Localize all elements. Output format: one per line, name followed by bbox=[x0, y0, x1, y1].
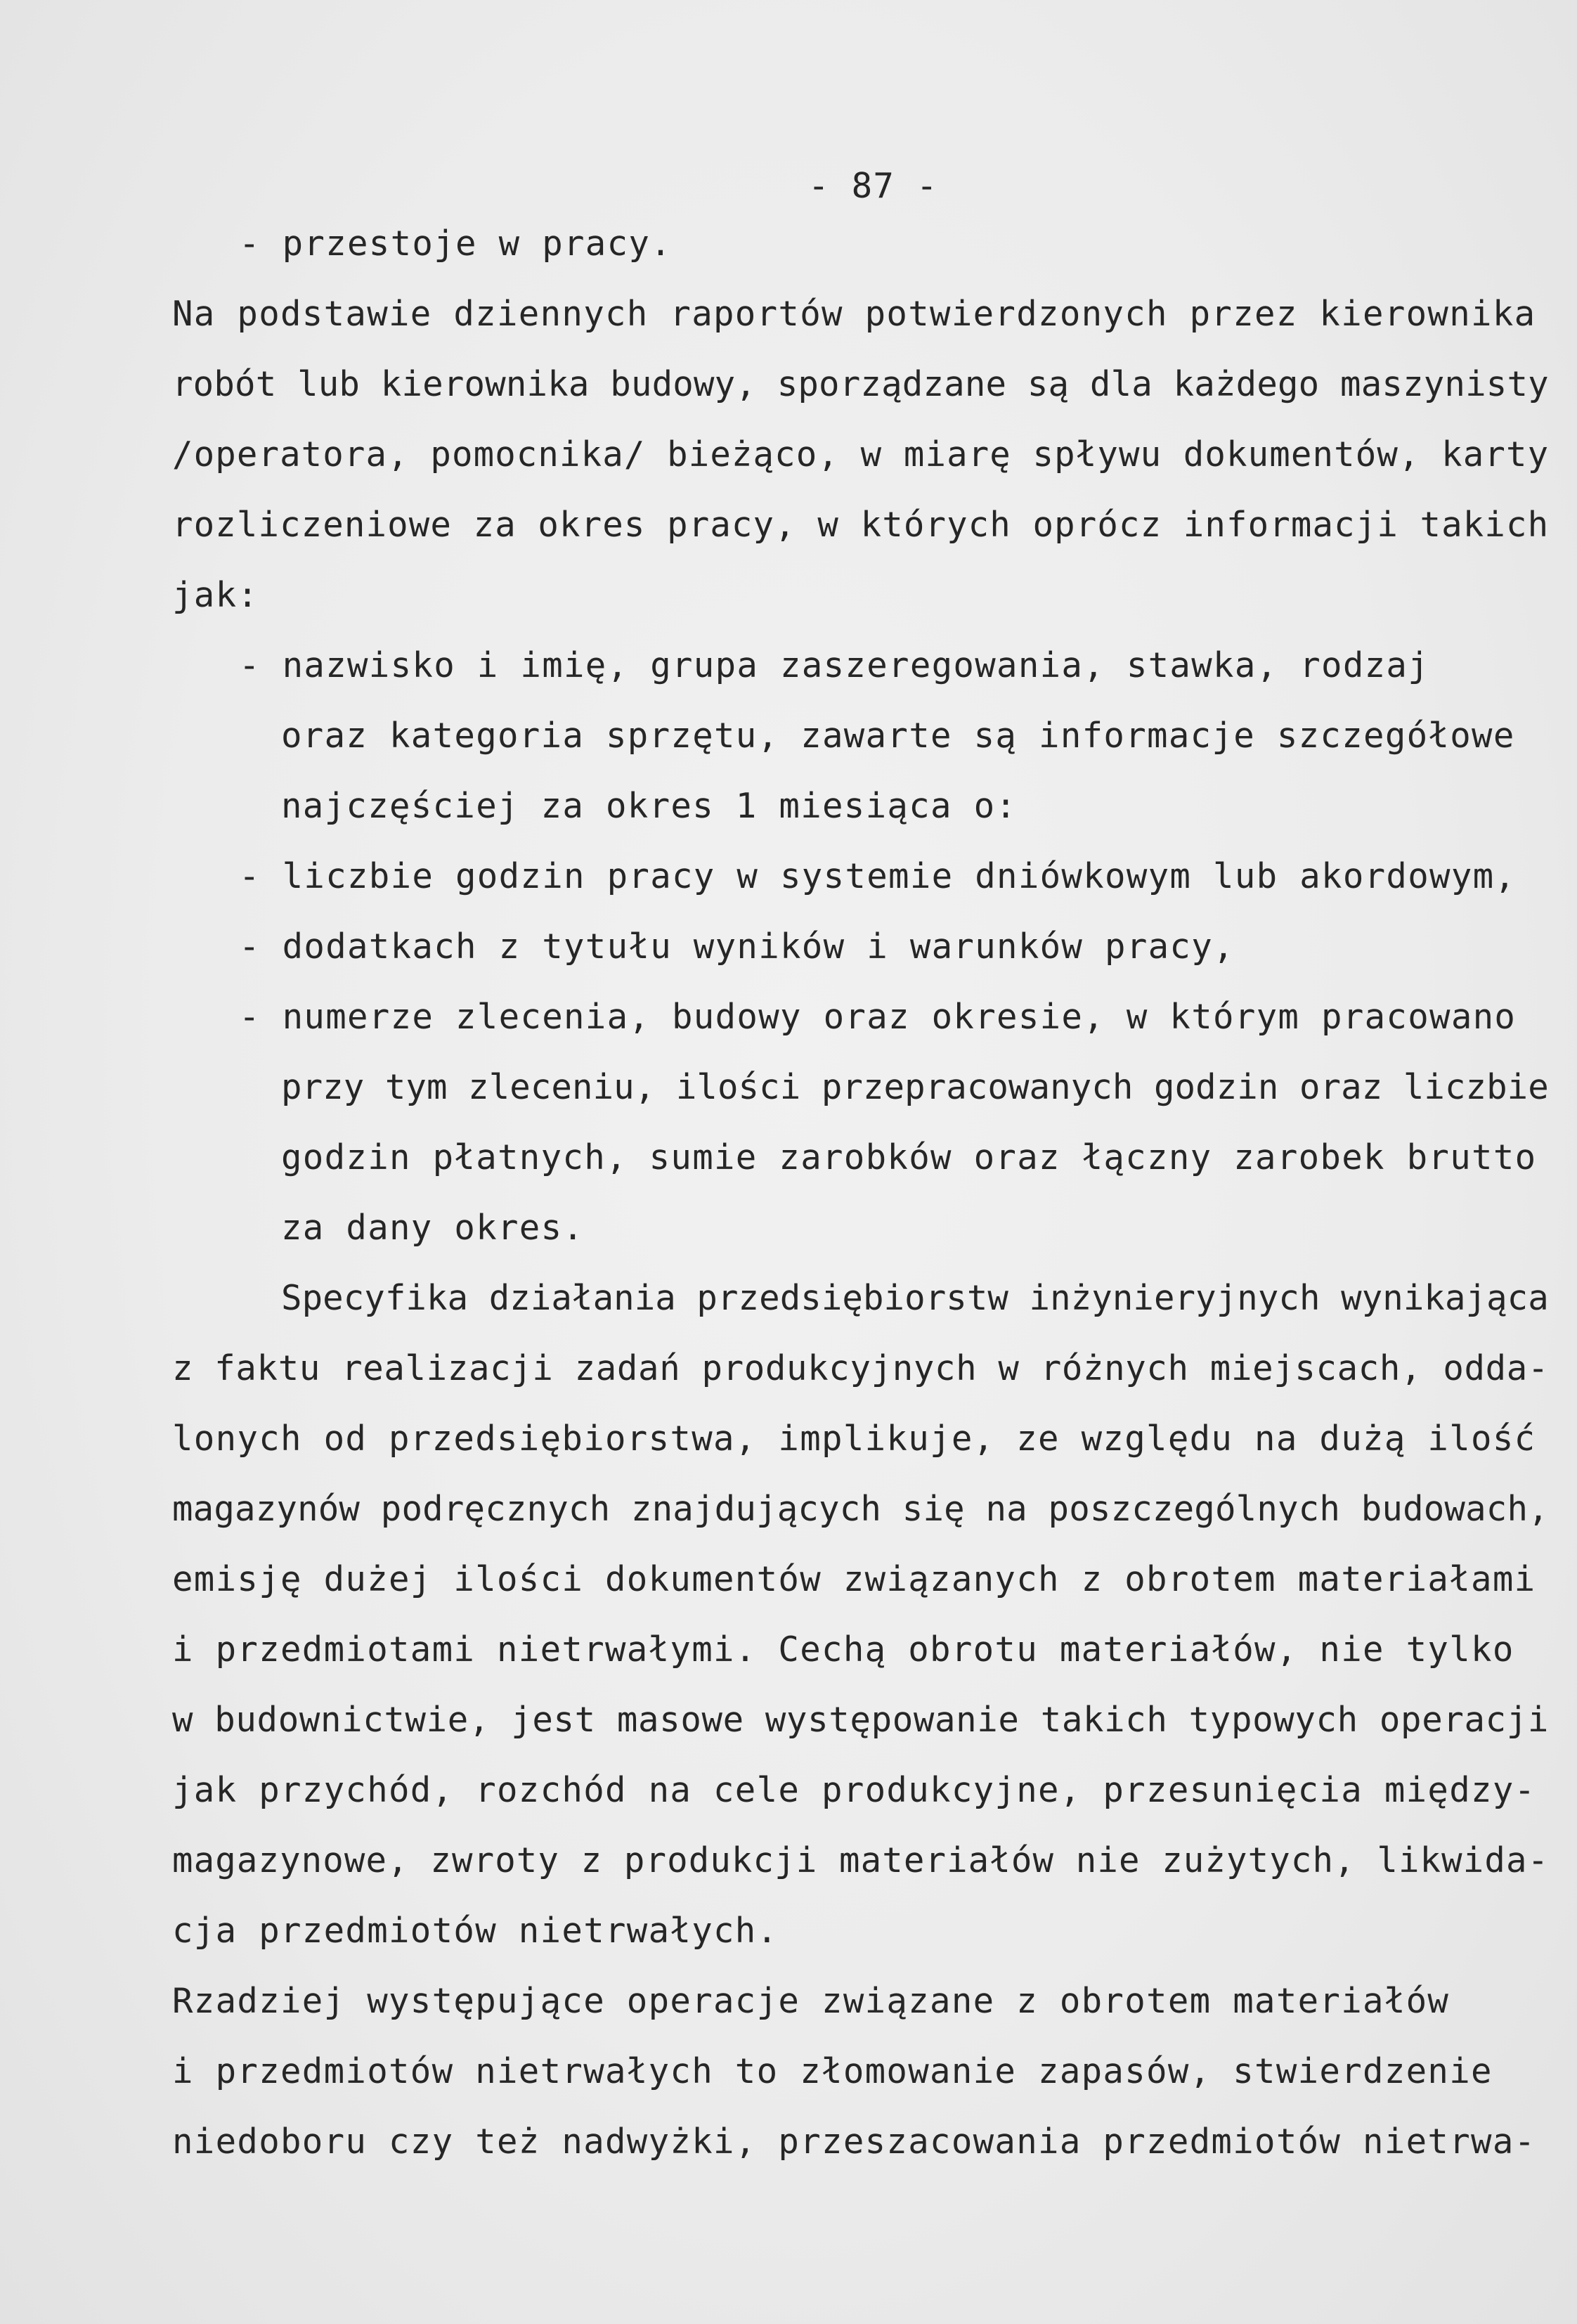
text-line: i przedmiotów nietrwałych to złomowanie zapasów, stwierdzenie bbox=[172, 2051, 1493, 2091]
text-line: magazynowe, zwroty z produkcji materiałów nie zużytych, likwida- bbox=[172, 1840, 1550, 1880]
text-line: - numerze zlecenia, budowy oraz okresie, w którym pracowano bbox=[239, 997, 1517, 1037]
text-line: robót lub kierownika budowy, sporządzane są dla każdego maszynisty bbox=[172, 364, 1549, 404]
text-line: /operatora, pomocnika/ bieżąco, w miarę spływu dokumentów, karty bbox=[172, 434, 1550, 475]
text-line: i przedmiotami nietrwałymi. Cechą obrotu materiałów, nie tylko bbox=[172, 1629, 1514, 1670]
text-line: w budownictwie, jest masowe występowanie takich typowych operacji bbox=[172, 1700, 1550, 1740]
text-line: najczęściej za okres 1 miesiąca o: bbox=[281, 786, 1018, 826]
text-line: przy tym zleceniu, ilości przepracowanych godzin oraz liczbie bbox=[281, 1067, 1549, 1107]
text-line: magazynów podręcznych znajdujących się na poszczególnych budowach, bbox=[172, 1489, 1549, 1529]
text-line: rozliczeniowe za okres pracy, w których oprócz informacji takich bbox=[172, 505, 1550, 545]
text-line: - dodatkach z tytułu wyników i warunków pracy, bbox=[239, 927, 1235, 967]
page-number: - 87 - bbox=[808, 166, 938, 206]
text-line: - nazwisko i imię, grupa zaszeregowania, stawka, rodzaj bbox=[239, 645, 1430, 685]
text-line: lonych od przedsiębiorstwa, implikuje, ze względu na dużą ilość bbox=[172, 1419, 1536, 1459]
text-line: Na podstawie dziennych raportów potwierdzonych przez kierownika bbox=[172, 294, 1536, 334]
text-line: oraz kategoria sprzętu, zawarte są informacje szczegółowe bbox=[281, 716, 1515, 756]
text-line: emisję dużej ilości dokumentów związanych z obrotem materiałami bbox=[172, 1559, 1536, 1599]
text-line: godzin płatnych, sumie zarobków oraz łączny zarobek brutto bbox=[281, 1137, 1537, 1177]
text-line: za dany okres. bbox=[281, 1208, 585, 1248]
text-line: niedoboru czy też nadwyżki, przeszacowania przedmiotów nietrwa- bbox=[172, 2122, 1536, 2162]
text-line: Rzadziej występujące operacje związane z obrotem materiałów bbox=[172, 1981, 1450, 2021]
text-line: z faktu realizacji zadań produkcyjnych w różnych miejscach, odda- bbox=[172, 1348, 1550, 1388]
text-line: cja przedmiotów nietrwałych. bbox=[172, 1911, 779, 1951]
text-line: - przestoje w pracy. bbox=[239, 224, 673, 264]
text-line: - liczbie godzin pracy w systemie dniówkowym lub akordowym, bbox=[239, 856, 1517, 896]
text-line: jak: bbox=[172, 575, 259, 615]
text-line: jak przychód, rozchód na cele produkcyjne, przesunięcia między- bbox=[172, 1770, 1536, 1810]
text-line: Specyfika działania przedsiębiorstw inżynieryjnych wynikająca bbox=[281, 1278, 1549, 1318]
